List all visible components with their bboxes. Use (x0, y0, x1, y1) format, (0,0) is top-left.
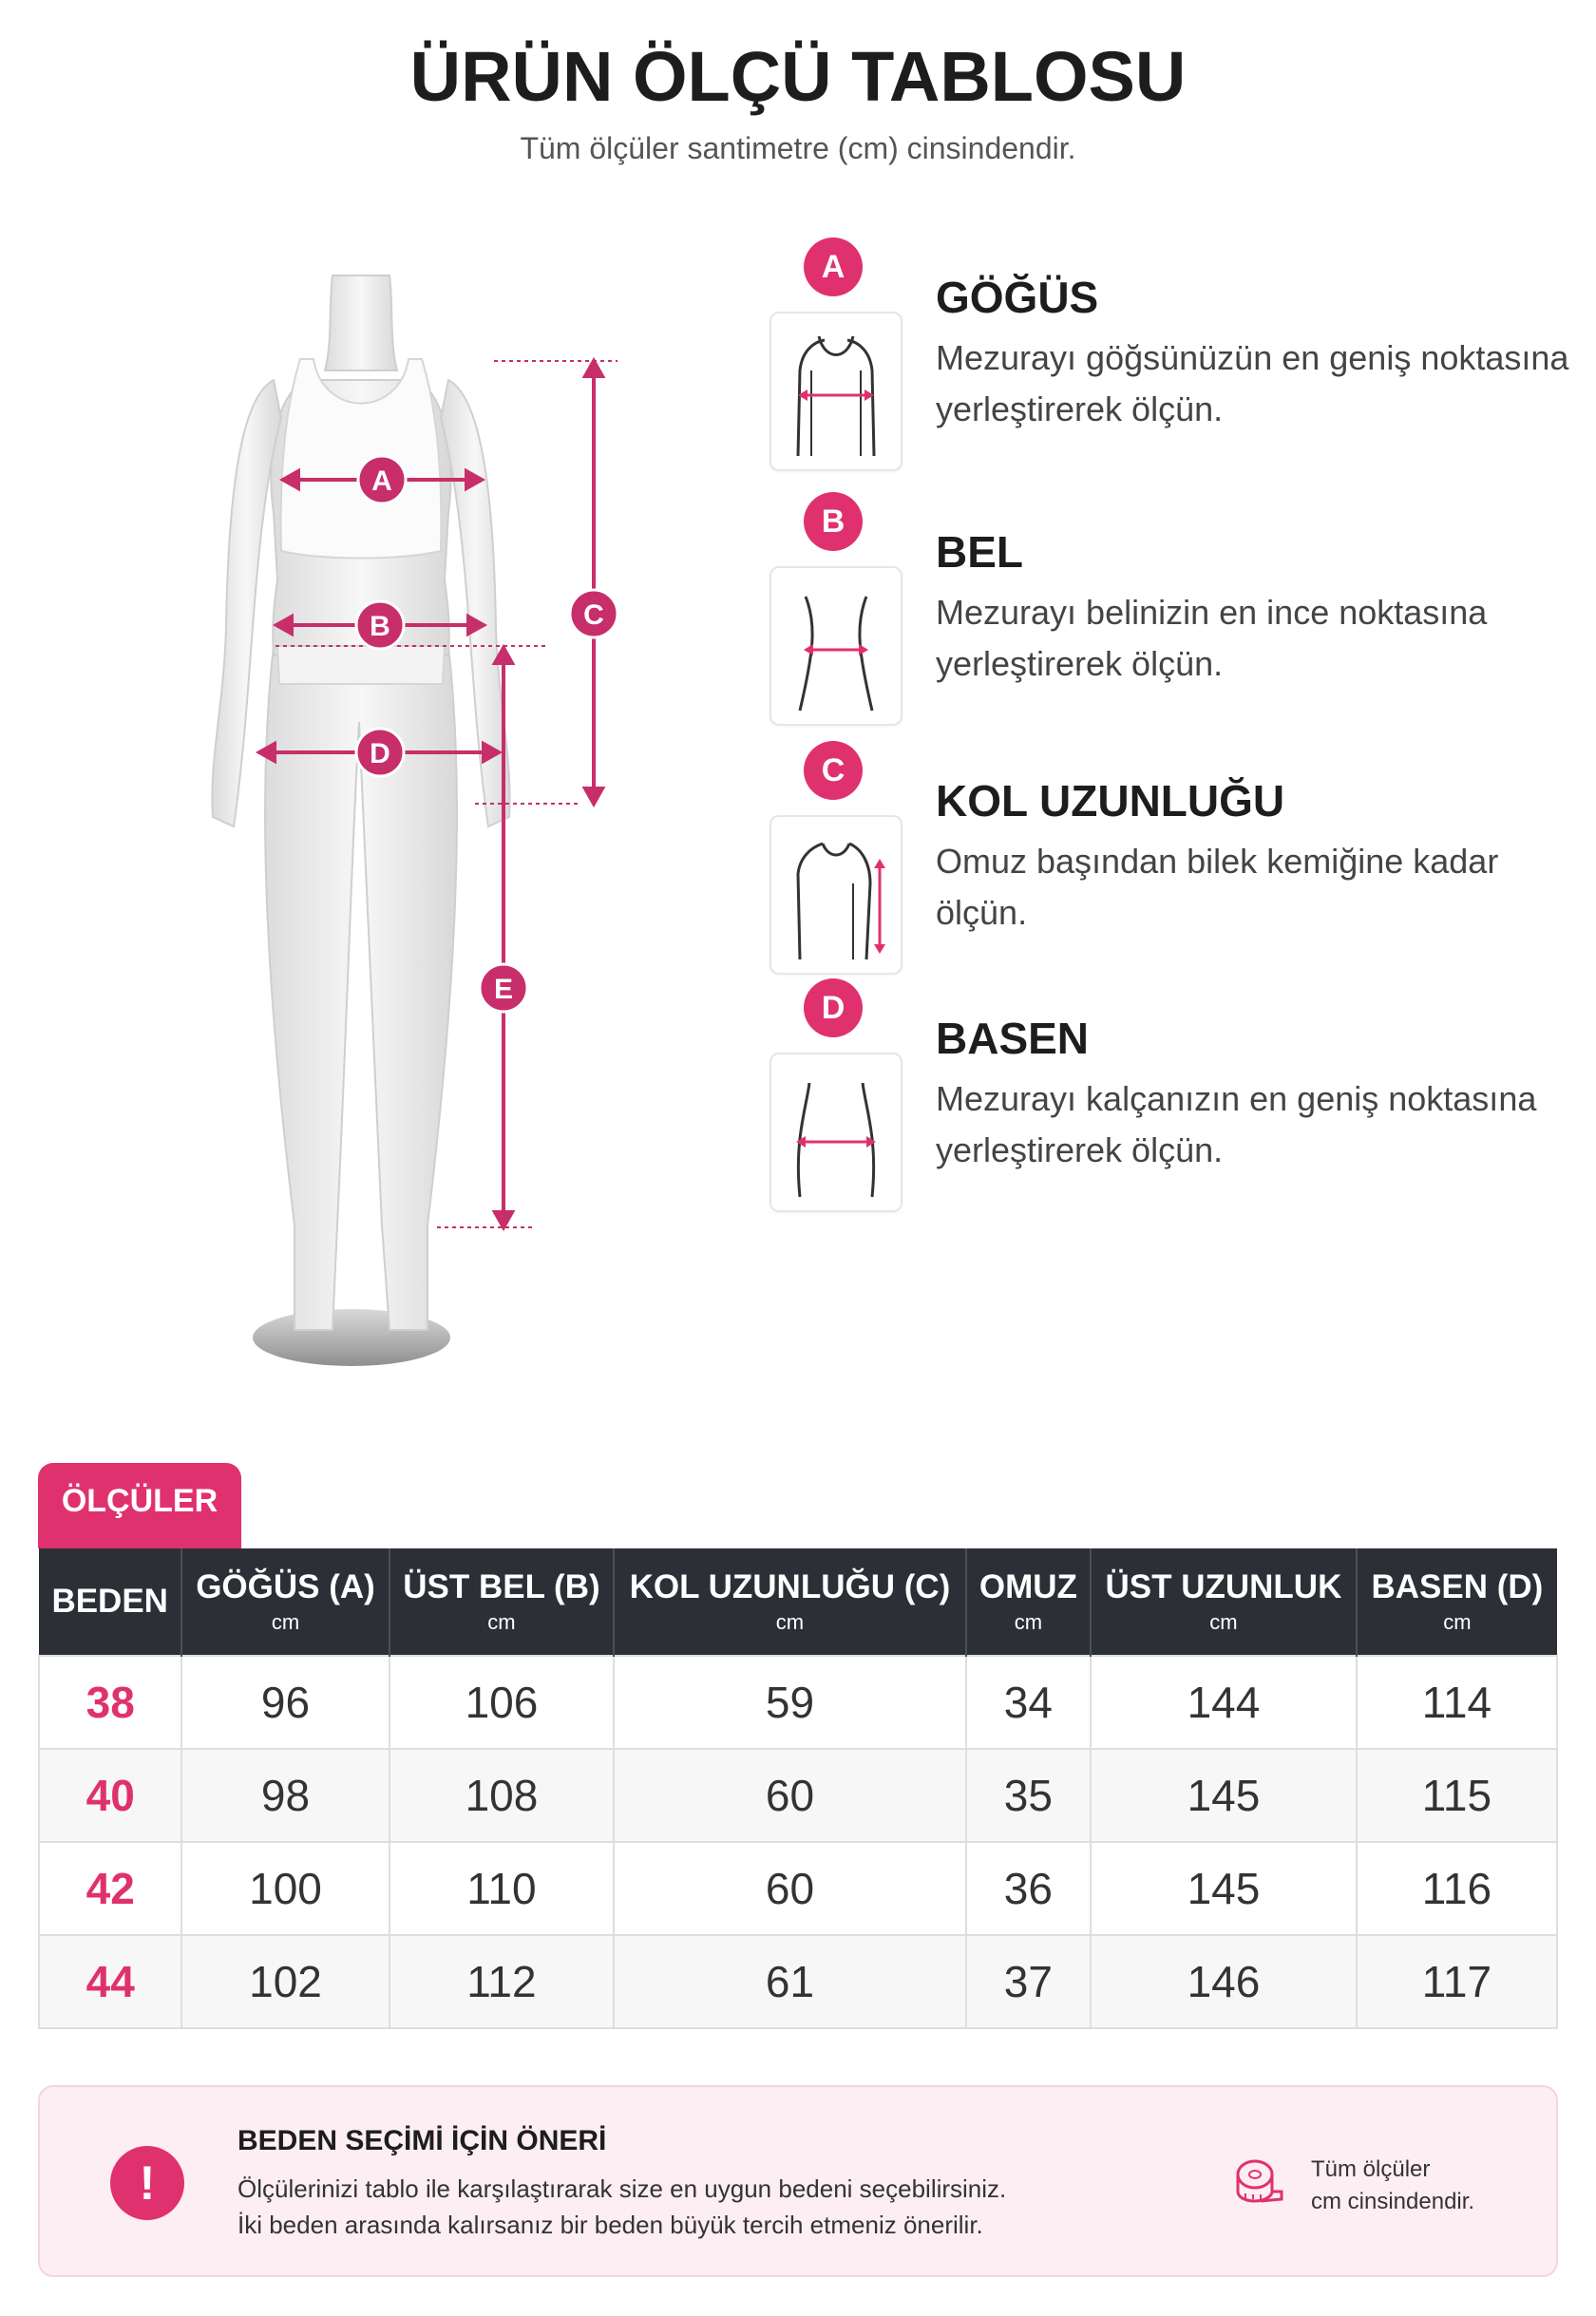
table-cell: 35 (966, 1749, 1091, 1842)
guide-desc-waist: Mezurayı belinizin en ince noktasına yerleştirerek ölçün. (936, 593, 1488, 683)
guide-title-waist: BEL (936, 527, 1023, 577)
mannequin-illustration (114, 266, 646, 1387)
column-header-waist: ÜST BEL (B) cm (390, 1548, 615, 1656)
svg-text:D: D (370, 738, 390, 769)
table-cell: 144 (1091, 1656, 1357, 1749)
guide-waist (760, 492, 1577, 720)
hip-measure-icon (770, 1053, 902, 1212)
size-cell: 42 (39, 1842, 181, 1935)
table-cell: 61 (614, 1935, 965, 2028)
table-cell: 112 (390, 1935, 615, 2028)
column-header-arm: KOL UZUNLUĞU (C) cm (614, 1548, 965, 1656)
table-row (39, 1935, 1557, 2028)
note-line-2: İki beden arasında kalırsanız bir beden büyük tercih etmeniz önerilir. (238, 2211, 983, 2239)
column-header-size: BEDEN (39, 1548, 181, 1656)
table-cell: 60 (614, 1842, 965, 1935)
table-cell: 106 (390, 1656, 615, 1749)
guide-desc-hip: Mezurayı kalçanızın en geniş noktasına yerleştirerek ölçün. (936, 1079, 1537, 1169)
table-cell: 145 (1091, 1749, 1357, 1842)
size-cell: 38 (39, 1656, 181, 1749)
column-header-hip: BASEN (D) cm (1357, 1548, 1557, 1656)
guide-badge-a: A (804, 237, 863, 296)
table-cell: 37 (966, 1935, 1091, 2028)
table-cell: 60 (614, 1749, 965, 1842)
guide-arm (760, 741, 1577, 969)
page-subtitle: Tüm ölçüler santimetre (cm) cinsindendir. (520, 131, 1076, 165)
table-cell: 116 (1357, 1842, 1557, 1935)
table-cell: 102 (181, 1935, 389, 2028)
measurements-tab: ÖLÇÜLER (38, 1463, 241, 1548)
note-text (238, 2171, 1188, 2243)
size-cell: 44 (39, 1935, 181, 2028)
table-cell: 115 (1357, 1749, 1557, 1842)
arm-length-icon (770, 815, 902, 975)
guide-badge-c: C (804, 741, 863, 800)
note-title: BEDEN SEÇİMİ İÇİN ÖNERİ (238, 2125, 607, 2156)
exclamation-icon: ! (110, 2146, 184, 2220)
guide-title-arm: KOL UZUNLUĞU (936, 776, 1285, 826)
table-row (39, 1749, 1557, 1842)
table-cell: 108 (390, 1749, 615, 1842)
table-cell: 146 (1091, 1935, 1357, 2028)
table-cell: 36 (966, 1842, 1091, 1935)
table-header-row (39, 1548, 1557, 1656)
mark-c (570, 590, 618, 637)
measuring-tape-icon (1232, 2154, 1285, 2207)
mark-a (358, 456, 406, 503)
guide-desc-arm: Omuz başından bilek kemiğine kadar ölçün. (936, 842, 1499, 932)
table-cell: 98 (181, 1749, 389, 1842)
note-side-line-1: Tüm ölçüler (1311, 2156, 1431, 2182)
size-table (38, 1548, 1558, 2029)
size-cell: 40 (39, 1749, 181, 1842)
size-recommendation-note (38, 2085, 1558, 2277)
guide-badge-b: B (804, 492, 863, 551)
mannequin-figure (114, 266, 646, 1387)
note-side-line-2: cm cinsindendir. (1311, 2189, 1475, 2214)
guide-hip (760, 978, 1577, 1206)
guide-badge-d: D (804, 978, 863, 1037)
table-cell: 100 (181, 1842, 389, 1935)
column-header-chest: GÖĞÜS (A) cm (181, 1548, 389, 1656)
svg-text:A: A (371, 465, 392, 497)
column-header-length: ÜST UZUNLUK cm (1091, 1548, 1357, 1656)
table-cell: 96 (181, 1656, 389, 1749)
mark-b (356, 601, 404, 649)
svg-text:E: E (493, 974, 514, 1005)
mark-e (480, 964, 527, 1012)
table-cell: 114 (1357, 1656, 1557, 1749)
guide-chest (760, 237, 1577, 465)
note-side-text (1311, 2154, 1474, 2218)
table-cell: 110 (390, 1842, 615, 1935)
guide-title-chest: GÖĞÜS (936, 273, 1099, 322)
svg-text:B: B (370, 611, 390, 642)
mark-d (356, 729, 404, 776)
note-line-1: Ölçülerinizi tablo ile karşılaştırarak size en uygun bedeni seçebilirsiniz. (238, 2174, 1007, 2203)
page-title: ÜRÜN ÖLÇÜ TABLOSU (409, 37, 1187, 116)
column-header-shoulder: OMUZ cm (966, 1548, 1091, 1656)
table-row (39, 1656, 1557, 1749)
waist-measure-icon (770, 566, 902, 726)
svg-text:C: C (583, 599, 604, 631)
table-cell: 34 (966, 1656, 1091, 1749)
table-cell: 59 (614, 1656, 965, 1749)
guide-desc-chest: Mezurayı göğsünüzün en geniş noktasına yerleştirerek ölçün. (936, 338, 1569, 428)
table-cell: 145 (1091, 1842, 1357, 1935)
guide-title-hip: BASEN (936, 1014, 1090, 1063)
chest-measure-icon (770, 312, 902, 471)
table-row (39, 1842, 1557, 1935)
table-cell: 117 (1357, 1935, 1557, 2028)
